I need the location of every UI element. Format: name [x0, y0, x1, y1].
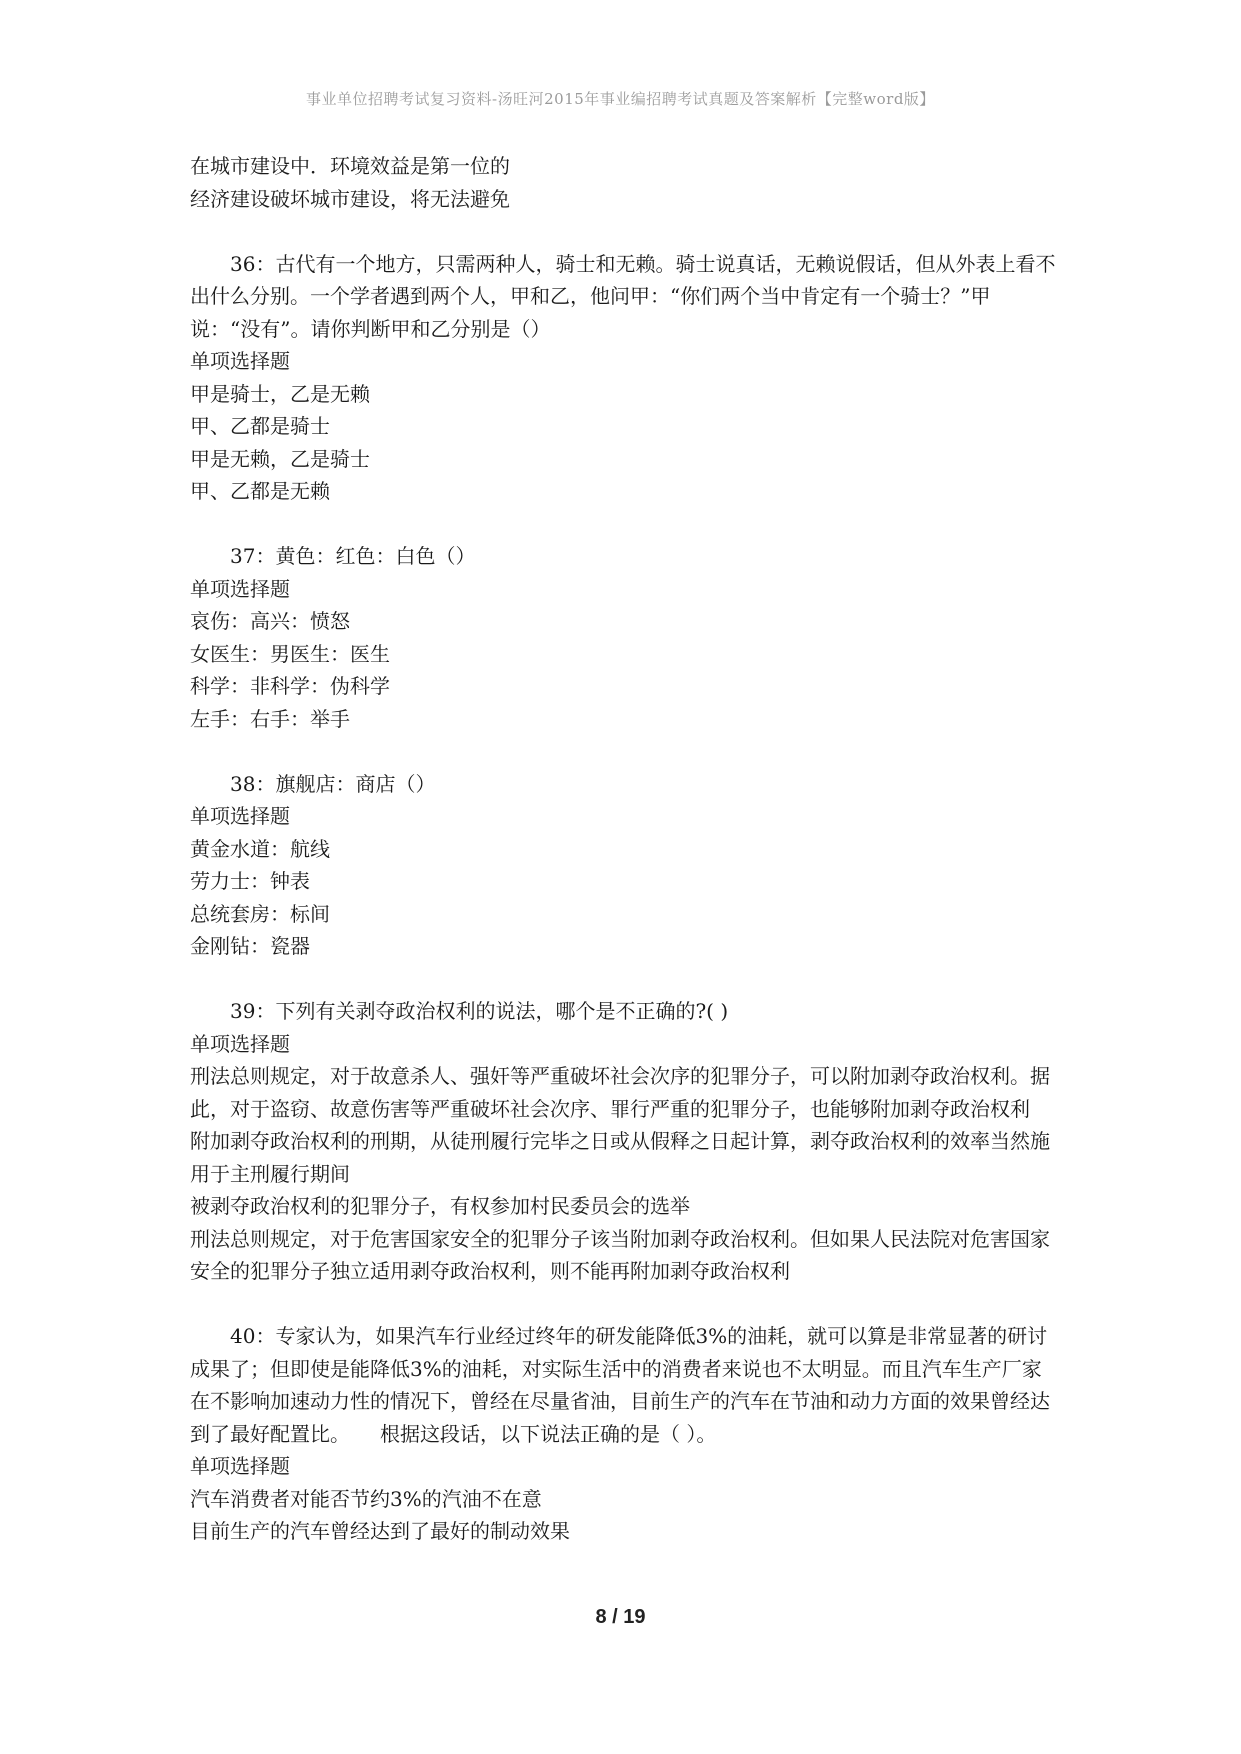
question-type: 单项选择题	[190, 804, 290, 828]
page-content	[190, 150, 1060, 1548]
option-text: 汽车消费者对能否节约3%的汽油不在意	[190, 1486, 542, 1511]
option-text: 左手：右手：举手	[190, 706, 350, 731]
question-stem: 37：黄色：红色：白色（）	[230, 544, 476, 568]
option-text: 被剥夺政治权利的犯罪分子，有权参加村民委员会的选举	[190, 1194, 690, 1218]
question-block	[190, 995, 1060, 1288]
question-stem: 40：专家认为，如果汽车行业经过终年的研发能降低3%的油耗，就可以算是非常显著的研讨成果了；但即使是能降低3%的油耗，对实际生活中的消费者来说也不太明显。而且汽车生产厂家在不影响加速动力性的情况下，曾经在尽量省油，目前生产的汽车在节油和动力方面的效果曾经达到了最好配置比。 根据这段话，以下说法正确的是（ ）。	[190, 1324, 1050, 1446]
page-header: 事业单位招聘考试复习资料-汤旺河2015年事业编招聘考试真题及答案解析【完整word版】	[306, 90, 935, 108]
question-block	[190, 768, 1060, 963]
option-text: 在城市建设中．环境效益是第一位的	[190, 154, 510, 178]
question-stem: 39：下列有关剥夺政治权利的说法，哪个是不正确的?( )	[230, 999, 729, 1023]
question-block	[190, 248, 1060, 508]
question-block	[190, 1320, 1060, 1548]
option-text: 刑法总则规定，对于危害国家安全的犯罪分子该当附加剥夺政治权利。但如果人民法院对危害国家安全的犯罪分子独立适用剥夺政治权利，则不能再附加剥夺政治权利	[190, 1226, 1050, 1283]
option-text: 甲、乙都是无赖	[190, 479, 330, 503]
option-text: 甲、乙都是骑士	[190, 414, 330, 438]
option-text: 哀伤：高兴：愤怒	[190, 609, 350, 633]
option-text: 甲是无赖，乙是骑士	[190, 446, 370, 471]
question-type: 单项选择题	[190, 576, 290, 601]
option-text: 刑法总则规定，对于故意杀人、强奸等严重破坏社会次序的犯罪分子，可以附加剥夺政治权利。据此，对于盗窃、故意伤害等严重破坏社会次序、罪行严重的犯罪分子，也能够附加剥夺政治权利	[190, 1064, 1050, 1121]
question-type: 单项选择题	[190, 349, 290, 373]
option-text: 女医生：男医生：医生	[190, 641, 390, 666]
question-stem: 38：旗舰店：商店（）	[230, 771, 436, 796]
option-text: 金刚钻：瓷器	[190, 934, 310, 958]
question-stem: 36：古代有一个地方，只需两种人，骑士和无赖。骑士说真话，无赖说假话，但从外表上看不出什么分别。一个学者遇到两个人，甲和乙，他问甲：“你们两个当中肯定有一个骑士？”甲说：“没有”。请你判断甲和乙分别是（）	[190, 251, 1056, 341]
option-text: 目前生产的汽车曾经达到了最好的制动效果	[190, 1519, 570, 1543]
question-type: 单项选择题	[190, 1031, 290, 1056]
question-type: 单项选择题	[190, 1454, 290, 1478]
option-text: 经济建设破坏城市建设，将无法避免	[190, 186, 510, 211]
option-text: 黄金水道：航线	[190, 836, 330, 861]
option-text: 劳力士：钟表	[190, 869, 310, 893]
option-text: 科学：非科学：伪科学	[190, 674, 390, 698]
option-text: 总统套房：标间	[190, 901, 330, 926]
option-text: 附加剥夺政治权利的刑期，从徒刑履行完毕之日或从假释之日起计算，剥夺政治权利的效率当然施用于主刑履行期间	[190, 1129, 1050, 1186]
question-block	[190, 540, 1060, 735]
option-text: 甲是骑士，乙是无赖	[190, 381, 370, 406]
page-number: 8 / 19	[595, 1606, 646, 1628]
